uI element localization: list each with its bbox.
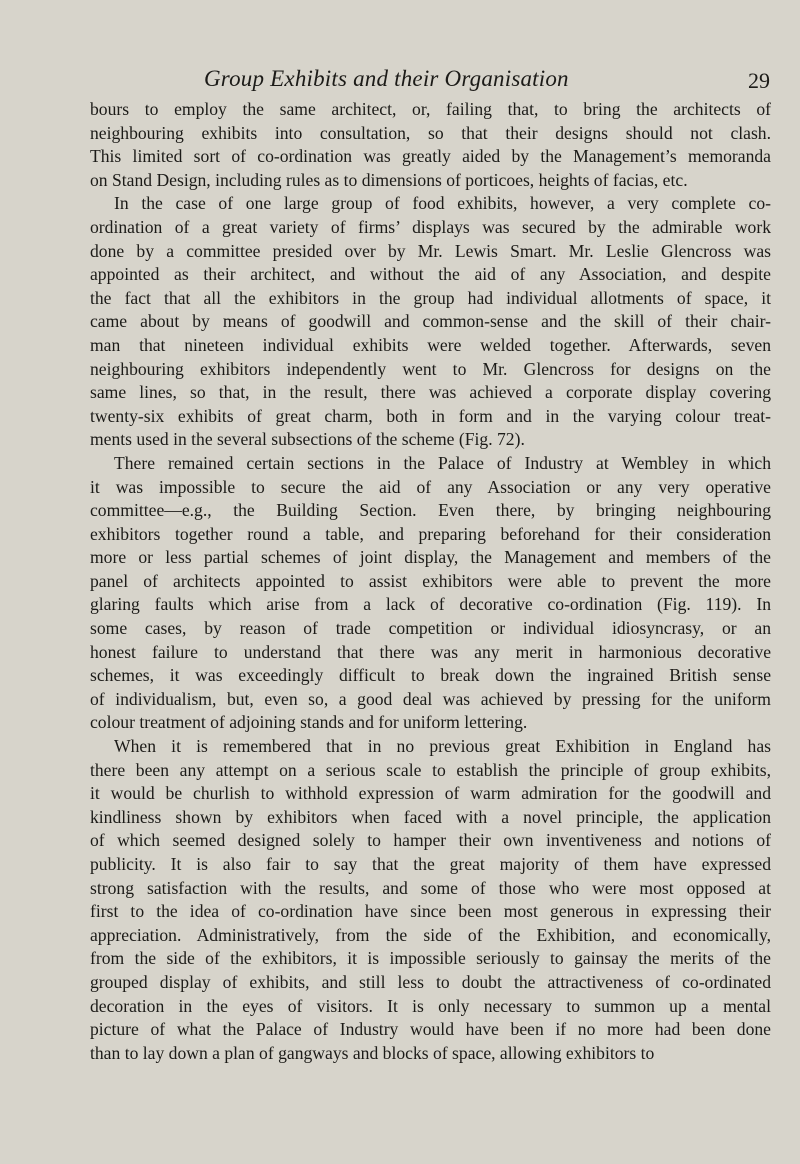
text-line: colour treatment of adjoining stands and for uniform lettering. [90,712,528,733]
text-line: This limited sort of co-ordination was greatly aided by the Management’s memoranda [90,146,771,167]
text-line: first to the idea of co-ordination have since been most generous in expressing their [90,901,771,922]
text-line: honest failure to understand that there was any merit in harmonious decorative [90,641,771,662]
text-line: In the case of one large group of food exhibits, however, a very complete co- [114,193,771,214]
text-line: some cases, by reason of trade competition or individual idiosyncrasy, or an [90,618,771,639]
text-line: decoration in the eyes of visitors. It is only necessary to summon up a mental [90,995,771,1016]
text-line: it was impossible to secure the aid of any Association or any very operative [90,476,771,497]
text-line: When it is remembered that in no previous great Exhibition in England has [114,736,771,757]
text-line: the fact that all the exhibitors in the group had individual allotments of space, it [90,287,771,308]
paragraph [90,452,771,735]
page-number: 29 [748,68,770,93]
text-line: it would be churlish to withhold expression of warm admiration for the goodwill and [90,783,771,804]
paragraph [90,98,771,192]
text-line: panel of architects appointed to assist exhibitors were able to prevent the more [90,570,771,591]
text-line: There remained certain sections in the Palace of Industry at Wembley in which [114,452,771,473]
text-line: of individualism, but, even so, a good deal was achieved by pressing for the uniform [90,688,771,709]
text-line: neighbouring exhibits into consultation, so that their designs should not clash. [90,122,771,143]
text-line: of which seemed designed solely to hamper their own inventiveness and notions of [90,830,771,851]
text-line: bours to employ the same architect, or, failing that, to bring the architects of [90,99,771,119]
text-line: committee—e.g., the Building Section. Even there, by bringing neighbouring [90,500,771,521]
text-line: there been any attempt on a serious scale to establish the principle of group exhibits, [90,759,771,780]
running-title: Group Exhibits and their Organisation [204,66,569,91]
paragraph [90,735,771,1065]
text-line: appointed as their architect, and without the aid of any Association, and despite [90,264,771,285]
body-text [90,98,771,1065]
text-line: neighbouring exhibitors independently went to Mr. Glencross for designs on the [90,358,771,379]
text-line: man that nineteen individual exhibits were welded together. Afterwards, seven [90,334,771,355]
text-line: kindliness shown by exhibitors when faced with a novel principle, the application [90,806,771,827]
text-line: done by a committee presided over by Mr. Lewis Smart. Mr. Leslie Glencross was [90,240,771,261]
text-line: more or less partial schemes of joint display, the Management and members of the [90,547,771,568]
text-line: glaring faults which arise from a lack of decorative co-ordination (Fig. 119). In [90,594,771,615]
text-line: than to lay down a plan of gangways and blocks of space, allowing exhibitors to [90,1042,655,1063]
text-line: schemes, it was exceedingly difficult to break down the ingrained British sense [90,665,771,686]
paragraph [90,192,771,452]
text-line: strong satisfaction with the results, and some of those who were most opposed at [90,877,771,898]
text-line: ments used in the several subsections of the scheme (Fig. 72). [90,429,525,450]
text-line: appreciation. Administratively, from the side of the Exhibition, and economically, [90,924,771,945]
text-line: picture of what the Palace of Industry would have been if no more had been done [90,1019,771,1040]
running-head [90,66,770,98]
text-line: publicity. It is also fair to say that the great majority of them have expressed [90,854,771,874]
text-line: exhibitors together round a table, and preparing beforehand for their consideration [90,523,771,544]
text-line: grouped display of exhibits, and still less to doubt the attractiveness of co-ordinated [90,971,771,992]
text-line: twenty-six exhibits of great charm, both in form and in the varying colour treat- [90,405,771,426]
text-line: same lines, so that, in the result, there was achieved a corporate display covering [90,382,771,403]
text-line: came about by means of goodwill and common-sense and the skill of their chair- [90,311,771,332]
text-line: ordination of a great variety of firms’ displays was secured by the admirable work [90,216,771,237]
text-line: from the side of the exhibitors, it is impossible seriously to gainsay the merits of the [90,948,771,969]
text-line: on Stand Design, including rules as to dimensions of porticoes, heights of facias, etc. [90,169,688,190]
